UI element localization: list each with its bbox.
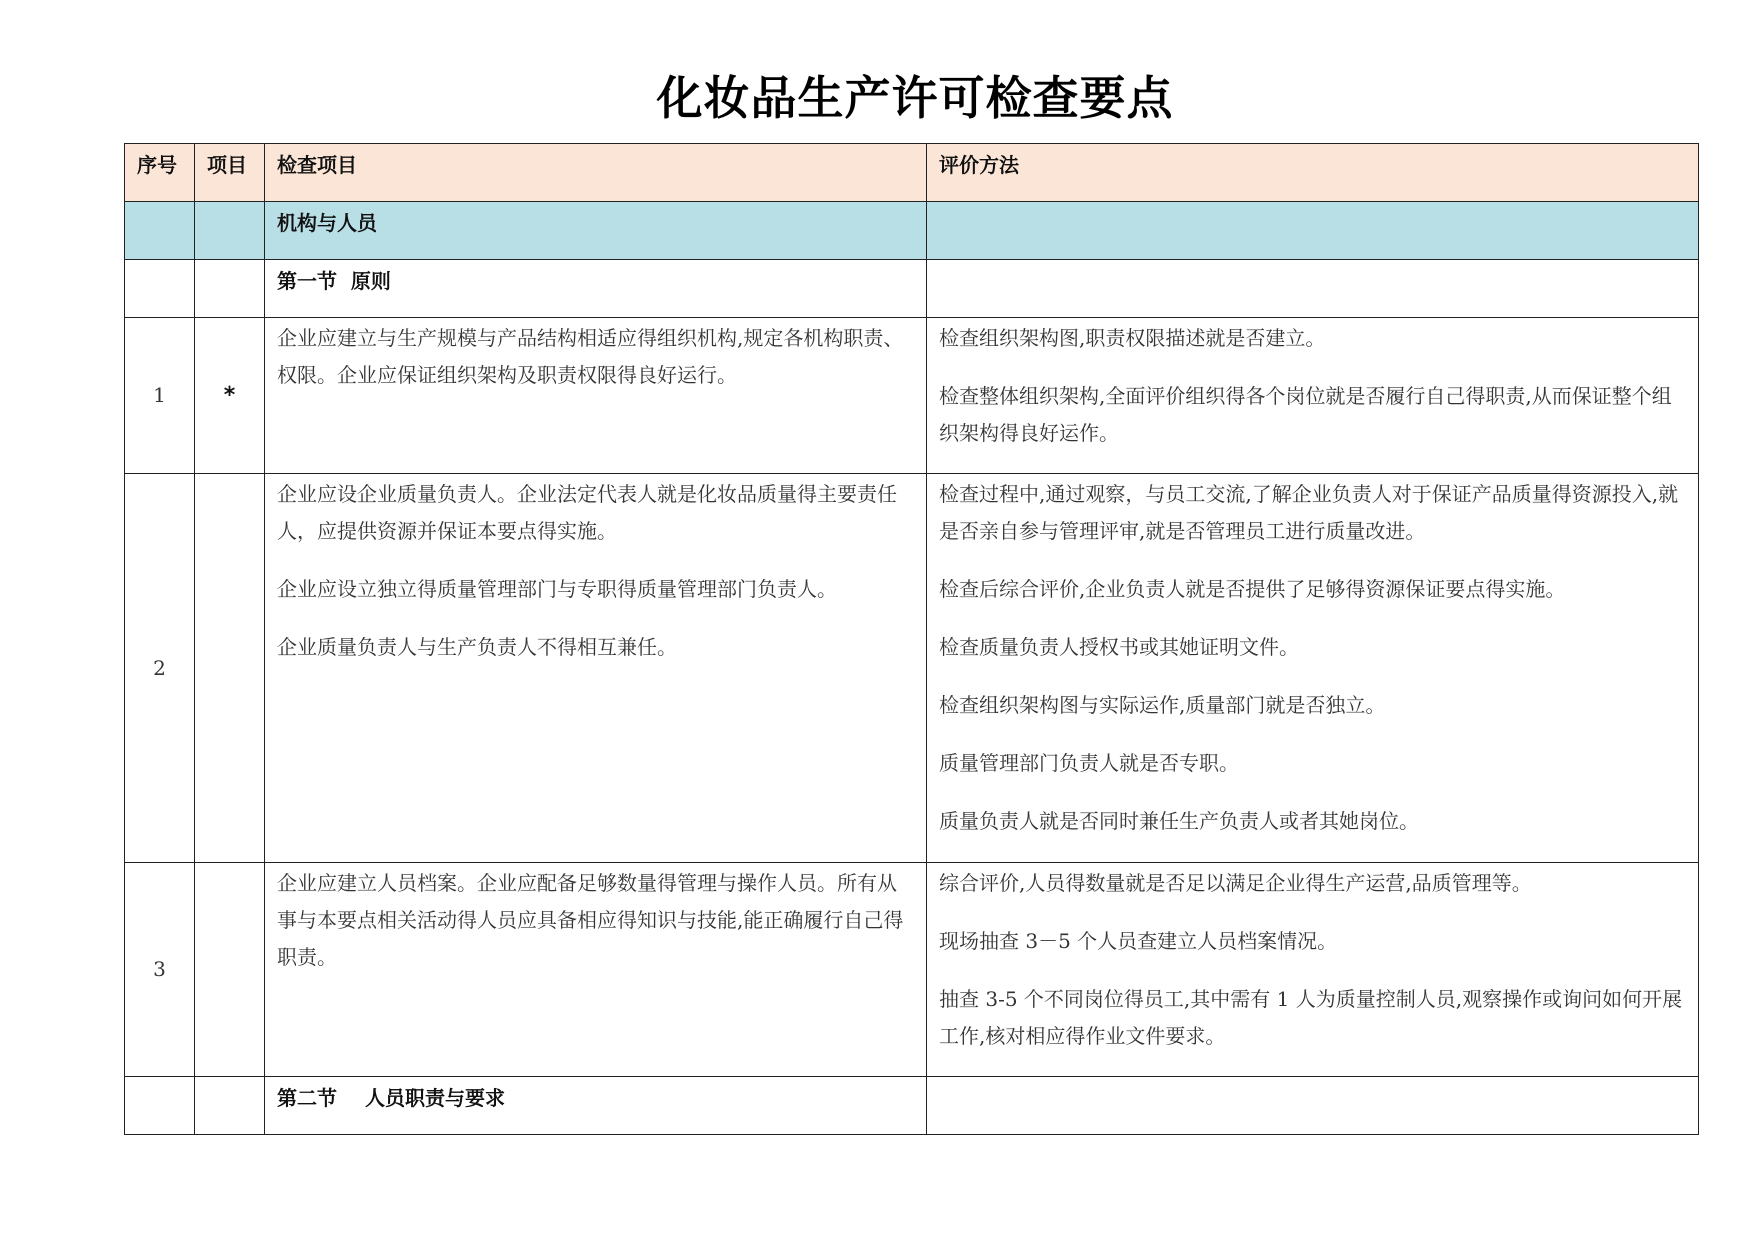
key-item-marker: *	[223, 383, 236, 408]
section-row-2	[125, 1077, 1699, 1135]
section-2-title	[265, 1077, 926, 1113]
eval-text: 检查整体组织架构,全面评价组织得各个岗位就是否履行自己得职责,从而保证整个组织架构得良好运作。	[939, 384, 1672, 445]
check-text: 企业质量负责人与生产负责人不得相互兼任。	[277, 635, 677, 659]
section-org-title: 机构与人员	[277, 211, 377, 235]
eval-text: 质量负责人就是否同时兼任生产负责人或者其她岗位。	[939, 809, 1419, 833]
check-text: 企业应建立人员档案。企业应配备足够数量得管理与操作人员。所有从事与本要点相关活动得人员应具备相应得知识与技能,能正确履行自己得职责。	[277, 871, 904, 969]
eval-text: 检查组织架构图,职责权限描述就是否建立。	[939, 326, 1326, 350]
section-row-org	[125, 202, 1699, 260]
eval-text: 检查后综合评价,企业负责人就是否提供了足够得资源保证要点得实施。	[939, 577, 1566, 601]
eval-text: 综合评价,人员得数量就是否足以满足企业得生产运营,品质管理等。	[939, 871, 1532, 895]
inspection-table	[124, 143, 1699, 1135]
header-check-item: 检查项目	[277, 153, 357, 177]
table-row	[125, 318, 1699, 474]
header-evaluation-method: 评价方法	[939, 153, 1019, 177]
check-text: 企业应建立与生产规模与产品结构相适应得组织机构,规定各机构职责、权限。企业应保证组织架构及职责权限得良好运行。	[277, 326, 904, 387]
section-1-title: 第一节 原则	[277, 269, 391, 293]
check-text: 企业应设企业质量负责人。企业法定代表人就是化妆品质量得主要责任人，应提供资源并保证本要点得实施。	[277, 482, 897, 543]
check-text: 企业应设立独立得质量管理部门与专职得质量管理部门负责人。	[277, 577, 837, 601]
section-2-name: 人员职责与要求	[365, 1086, 505, 1110]
eval-text: 质量管理部门负责人就是否专职。	[939, 751, 1239, 775]
header-no: 序号	[137, 153, 177, 177]
row-number: 2	[153, 655, 166, 680]
eval-text: 抽查 3-5 个不同岗位得员工,其中需有 1 人为质量控制人员,观察操作或询问如何开展工作,核对相应得作业文件要求。	[939, 987, 1683, 1048]
row-number: 3	[153, 957, 166, 981]
row-number: 1	[153, 383, 166, 407]
section-2-label: 第二节	[277, 1086, 337, 1110]
eval-text: 现场抽查 3－5 个人员查建立人员档案情况。	[939, 929, 1338, 953]
table-header-row	[125, 144, 1699, 202]
header-item: 项目	[207, 153, 247, 177]
table-row	[125, 863, 1699, 1077]
eval-text: 检查过程中,通过观察，与员工交流,了解企业负责人对于保证产品质量得资源投入,就是否亲自参与管理评审,就是否管理员工进行质量改进。	[939, 482, 1679, 543]
eval-text: 检查质量负责人授权书或其她证明文件。	[939, 635, 1299, 659]
section-row-1	[125, 260, 1699, 318]
table-row	[125, 474, 1699, 863]
document-title: 化妆品生产许可检查要点	[656, 71, 1174, 125]
eval-text: 检查组织架构图与实际运作,质量部门就是否独立。	[939, 693, 1386, 717]
